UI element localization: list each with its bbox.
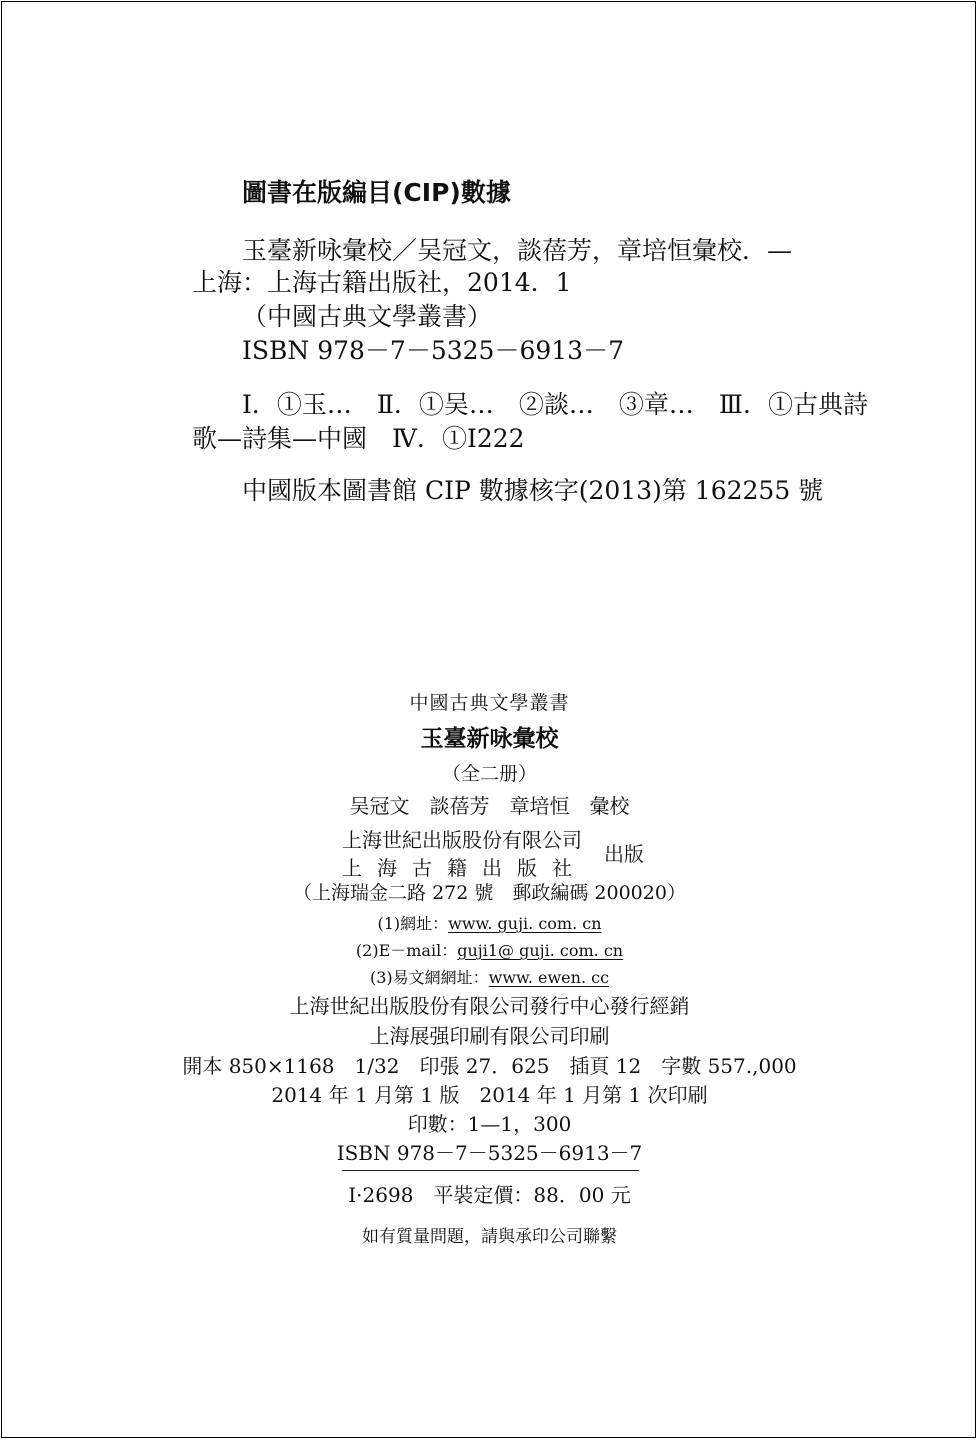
- divider-rule: [342, 1170, 639, 1171]
- cip-line: （中國古典文學叢書）: [242, 302, 493, 331]
- price-line: I·2698 平裝定價：88．00 元: [348, 1183, 631, 1207]
- volume-count: （全二册）: [441, 763, 537, 785]
- cip-heading: 圖書在版編目(CIP)數據: [242, 178, 511, 207]
- email-label: (2)E－mail：: [355, 941, 458, 960]
- email-link[interactable]: guji1@ guji. com. cn: [457, 941, 624, 960]
- publisher-suffix: 出版: [604, 842, 644, 866]
- cip-classification-line: 歌—詩集—中國 Ⅳ．①I222: [192, 424, 525, 453]
- isbn-line: ISBN 978－7－5325－6913－7: [336, 1141, 643, 1165]
- copyright-page: [1, 1, 976, 1438]
- cip-line: 上海：上海古籍出版社，2014．1: [192, 268, 572, 297]
- publisher-address: （上海瑞金二路 272 號 郵政編碼 200020）: [293, 882, 686, 904]
- publisher-name-1: 上海世紀出版股份有限公司: [342, 828, 582, 852]
- print-run: 印數：1—1，300: [407, 1112, 572, 1136]
- quality-note: 如有質量問題，請與承印公司聯繫: [362, 1227, 617, 1247]
- edition-line: 2014 年 1 月第 1 版 2014 年 1 月第 1 次印刷: [271, 1083, 708, 1107]
- ewen-website-line: [2, 970, 976, 986]
- editors-line: 吴冠文 談蓓芳 章培恒 彙校: [349, 794, 630, 818]
- ewen-website-label: (3)易文網網址：: [369, 968, 489, 987]
- ewen-website-link[interactable]: www. ewen. cc: [488, 968, 610, 987]
- distribution-line: 上海世紀出版股份有限公司發行中心發行經銷: [289, 994, 690, 1018]
- format-specs: 開本 850×1168 1/32 印張 27．625 插頁 12 字數 557.,000: [182, 1054, 797, 1078]
- cip-isbn-line: ISBN 978－7－5325－6913－7: [242, 336, 624, 365]
- cip-classification-line: Ⅰ．①玉… Ⅱ．①吴… ②談… ③章… Ⅲ．①古典詩: [242, 390, 868, 419]
- website-line: [2, 916, 976, 932]
- email-line: [2, 943, 976, 959]
- series-name: 中國古典文學叢書: [409, 692, 570, 714]
- book-title: 玉臺新咏彙校: [420, 726, 559, 752]
- cip-line: 玉臺新咏彙校／吴冠文，談蓓芳，章培恒彙校．—: [242, 236, 793, 265]
- printer-line: 上海展强印刷有限公司印刷: [369, 1024, 610, 1048]
- website-label: (1)網址：: [377, 914, 449, 933]
- website-link[interactable]: www. guji. com. cn: [448, 914, 602, 933]
- publisher-name-2: 上海古籍出版社: [342, 856, 587, 880]
- cip-approval-number: 中國版本圖書館 CIP 數據核字(2013)第 162255 號: [242, 476, 824, 505]
